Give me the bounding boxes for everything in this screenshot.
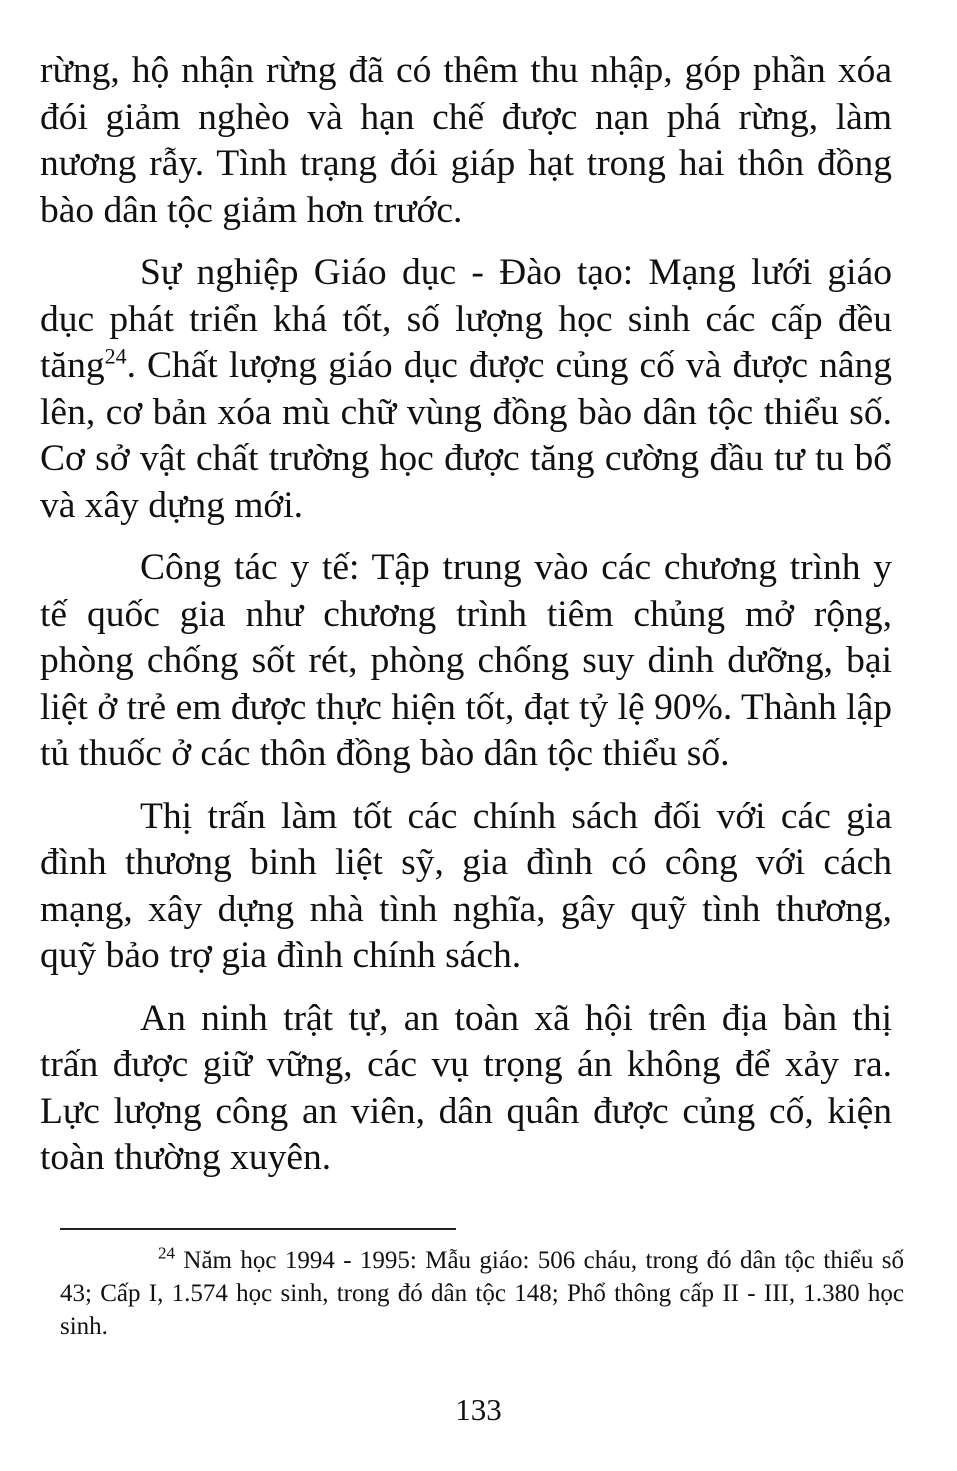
page-number: 133 [455,1392,502,1427]
footnote-text: Năm học 1994 - 1995: Mẫu giáo: 506 cháu, trong đó dân tộc thiểu số 43; Cấp I, 1.574 học sinh, trong đó dân tộc 148; Phổ thông cấp II - III, 1.380 học sinh. [60,1247,904,1340]
footnote-reference: 24 [104,343,127,369]
paragraph-continuation: rừng, hộ nhận rừng đã có thêm thu nhập, góp phần xóa đói giảm nghèo và hạn chế được nạn phá rừng, làm nương rẫy. Tình trạng đói giáp hạt trong hai thôn đồng bào dân tộc giảm hơn trước. [40,50,892,231]
main-text [40,48,892,1198]
footnote [60,1244,904,1343]
footnote-divider [60,1228,456,1230]
paragraph-security: An ninh trật tự, an toàn xã hội trên địa bàn thị trấn được giữ vững, các vụ trọng án không để xảy ra. Lực lượng công an viên, dân quân được củng cố, kiện toàn thường xuyên. [40,997,892,1178]
paragraph-health: Công tác y tế: Tập trung vào các chương trình y tế quốc gia như chương trình tiêm chủng mở rộng, phòng chống sốt rét, phòng chống suy dinh dưỡng, bại liệt ở trẻ em được thực hiện tốt, đạt tỷ lệ 90%. Thành lập tủ thuốc ở các thôn đồng bào dân tộc thiểu số. [40,547,892,774]
paragraph-social-policy: Thị trấn làm tốt các chính sách đối với các gia đình thương binh liệt sỹ, gia đình có công với cách mạng, xây dựng nhà tình nghĩa, gây quỹ tình thương, quỹ bảo trợ gia đình chính sách. [40,795,892,976]
footnote-number: 24 [158,1243,175,1263]
paragraph-education [40,250,892,529]
paragraph-education-text: Sự nghiệp Giáo dục - Đào tạo: Mạng lưới giáo dục phát triển khá tốt, số lượng học sinh các cấp đều tăng [40,252,892,386]
paragraph-education-text-cont: . Chất lượng giáo dục được củng cố và được nâng lên, cơ bản xóa mù chữ vùng đồng bào dân tộc thiểu số. Cơ sở vật chất trường học được tăng cường đầu tư tu bổ và xây dựng mới. [40,345,892,526]
